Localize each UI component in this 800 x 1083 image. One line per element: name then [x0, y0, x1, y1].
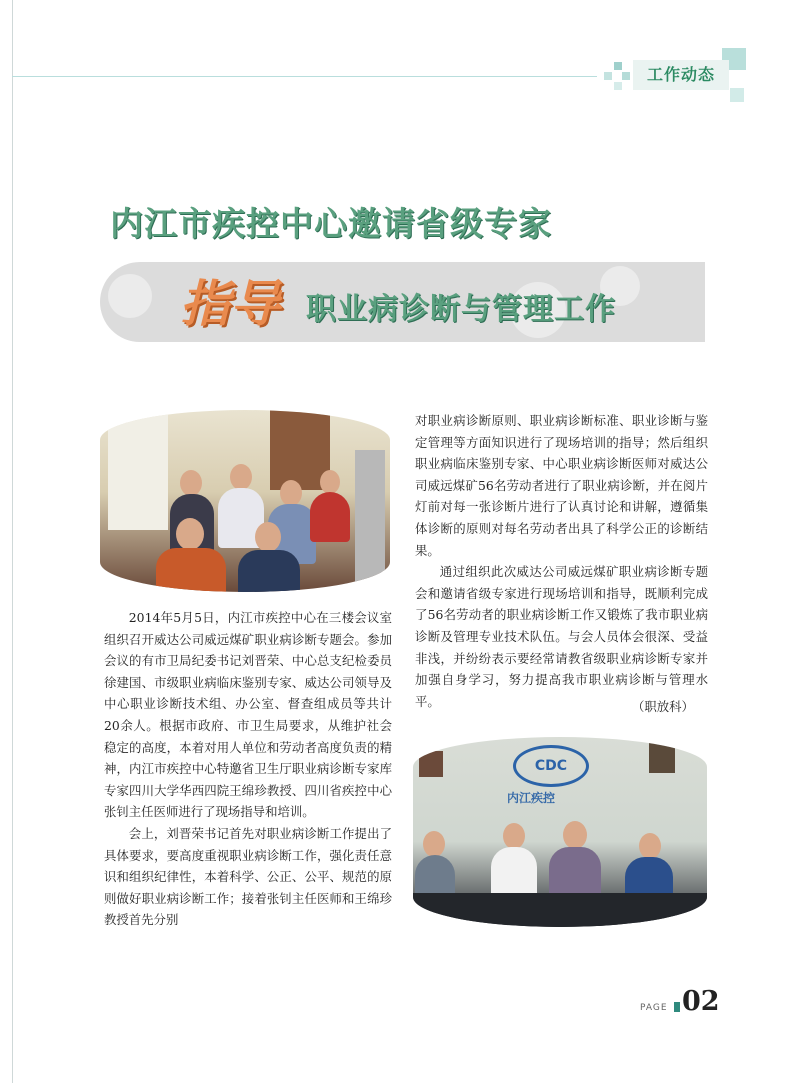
headline-emphasis: 指导: [180, 275, 280, 333]
paragraph-3: 对职业病诊断原则、职业病诊断标准、职业诊断与鉴定管理等方面知识进行了现场培训的指导；然后组织职业病临床鉴别专家、中心职业病诊断医师对威达公司威远煤矿56名劳动者进行了职业病诊断，并在阅片灯前对每一张诊断片进行了认真讨论和讲解，遵循集体诊断的原则对每名劳动者出具了科学公正的诊断结果。: [415, 413, 708, 558]
meeting-photo-1: [100, 410, 390, 592]
organization-sign: 内江疾控: [507, 791, 556, 805]
headline-line-1: 内江市疾控中心邀请省级专家: [110, 204, 552, 243]
page-marker: [674, 1002, 680, 1012]
left-margin-rule: [12, 0, 13, 1083]
cdc-logo: CDC: [513, 745, 589, 787]
byline: （职放科）: [632, 699, 694, 714]
paragraph-4: 通过组织此次威达公司威远煤矿职业病诊断专题会和邀请省级专家进行现场培训和指导，既顺利完成了56名劳动者的职业病诊断工作又锻炼了我市职业病诊断及管理专业技术队伍。与会人员体会很深、受益非浅，并纷纷表示要经常请教省级职业病诊断专家并加强自身学习，努力提高我市职业病诊断与管理水平。: [415, 564, 708, 709]
page-label: PAGE: [640, 1003, 668, 1013]
article-column-right: [415, 410, 708, 712]
header-rule: [12, 76, 597, 77]
paragraph-1: 2014年5月5日，内江市疾控中心在三楼会议室组织召开威达公司威远煤矿职业病诊断专题会。参加会议的有市卫局纪委书记刘晋荣、中心总支纪检委员徐建国、市级职业病临床鉴别专家、威达公司领导及中心职业诊断技术组、办公室、督查组成员等共计20余人。根据市政府、市卫生局要求，从维护社会稳定的高度，本着对用人单位和劳动者高度负责的精神，内江市疾控中心特邀省卫生厅职业病诊断专家库专家四川大学华西四院王绵珍教授、四川省疾控中心张钊主任医师进行了现场指导和培训。: [104, 610, 392, 820]
paragraph-2: 会上，刘晋荣书记首先对职业病诊断工作提出了具体要求，要高度重视职业病诊断工作，强化责任意识和组织纪律性，本着科学、公正、公平、规范的原则做好职业病诊断工作；接着张钊主任医师和王绵珍教授首先分别: [104, 825, 392, 928]
page-number: 02: [682, 986, 720, 1017]
headline-line-2: 职业病诊断与管理工作: [306, 292, 616, 327]
section-tag: 工作动态: [633, 60, 729, 90]
article-column-left: [104, 607, 392, 931]
meeting-photo-2: [413, 737, 707, 927]
